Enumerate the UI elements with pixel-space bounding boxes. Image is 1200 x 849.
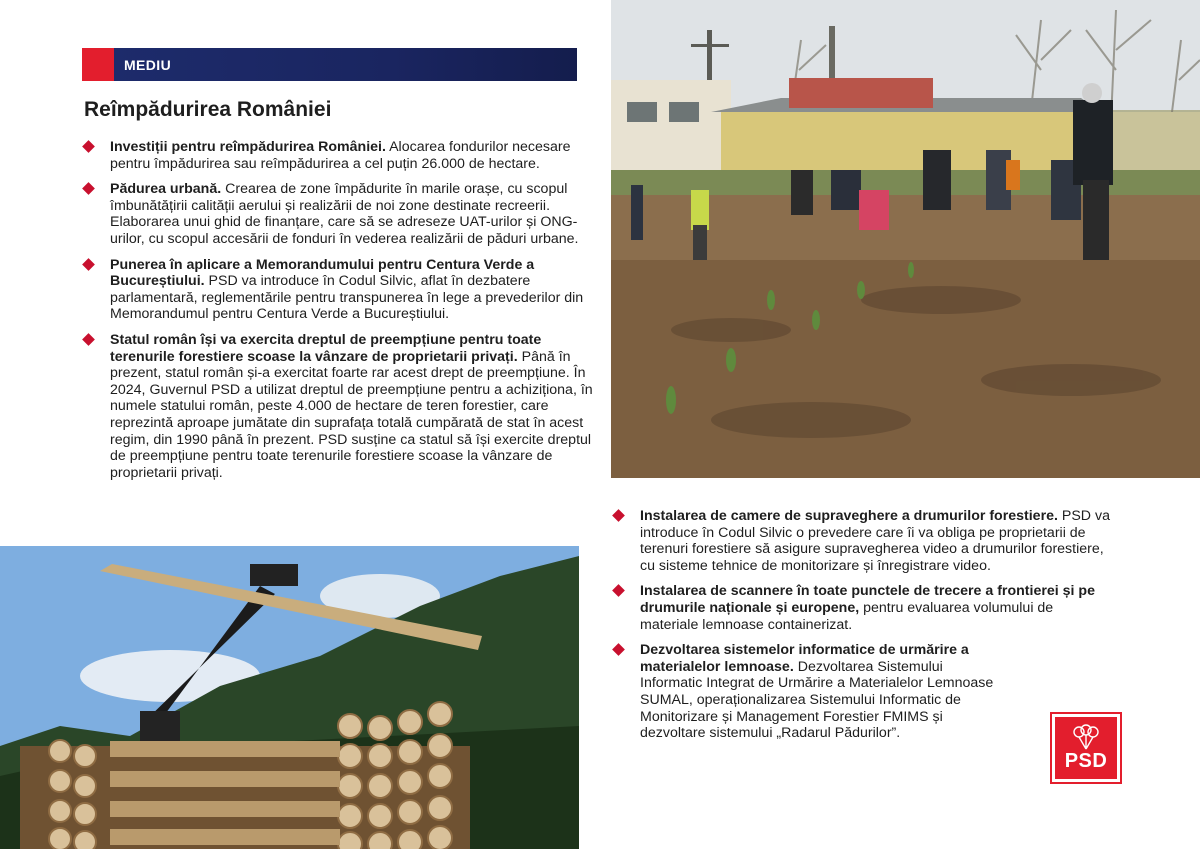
list-item xyxy=(82,257,594,323)
item-heading: Pădurea urbană. xyxy=(110,181,222,198)
list-item xyxy=(612,583,1112,633)
list-item xyxy=(612,642,1112,742)
item-heading: Instalarea de scannere în toate punctele de trecere a frontierei și pe drumurile naționale și europene, xyxy=(640,583,1095,616)
item-heading: Punerea în aplicare a Memorandumului pentru Centura Verde a Bucureștiului. xyxy=(110,256,535,290)
list-item xyxy=(82,332,594,481)
item-heading: Investiții pentru reîmpădurirea României. xyxy=(110,139,386,155)
item-heading: Dezvoltarea sistemelor informatice de urmărire a materialelor lemnoase. xyxy=(640,642,969,675)
timber-logs-photo xyxy=(0,546,579,849)
diamond-bullet-icon xyxy=(612,509,625,522)
psd-logo-text: PSD xyxy=(1064,750,1108,772)
diamond-bullet-icon xyxy=(612,643,625,656)
list-item xyxy=(612,508,1112,574)
item-text: PSD va introduce în Codul Silvic o prevedere care îi va obliga pe proprietarii de terenuri forestiere să asigure supravegherea video a drumurilor forestiere, cu sisteme tehnice de monitorizare și înregistrare video. xyxy=(640,508,1110,574)
diamond-bullet-icon xyxy=(82,140,95,153)
psd-logo xyxy=(1052,714,1120,782)
list-item xyxy=(82,139,594,172)
item-text: PSD va introduce în Codul Silvic, aflat în dezbatere parlamentară, reglementările pentru transpunerea în lege a prevederilor din Memorandumul pentru Centura Verde a Bucureștiului. xyxy=(110,273,584,323)
diamond-bullet-icon xyxy=(82,182,95,195)
rose-icon xyxy=(1069,723,1103,751)
item-text: Până în prezent, statul român și-a exercitat foarte rar acest drept de preempțiune. În 2024, Guvernul PSD a utilizat dreptul de preempțiune pentru a achiziționa, în numele statului român, peste 4.000 de hectare de teren forestier, care reprezintă aproape jumătate din suprafața totală cumpărată de stat în acest regim, din 1990 până în prezent. PSD susține ca statul să își exercite dreptul de preempțiune pentru toate terenurile forestiere scoase la vânzare de proprietarii privați. xyxy=(110,348,593,481)
section-accent xyxy=(82,48,114,81)
section-label: MEDIU xyxy=(114,48,577,81)
item-heading: Statul român își va exercita dreptul de preempțiune pentru toate terenurile forestiere scoase la vânzare de proprietarii privați. xyxy=(110,331,542,365)
page-title: Reîmpădurirea României xyxy=(84,98,332,121)
item-text: Dezvoltarea Sistemului Informatic Integrat de Urmărire a Materialelor Lemnoase SUMAL, operaționalizarea Sistemului Informatic de Monitorizare și Management Forestier FMIMS și dezvoltare sistemului „Radarul Pădurilor”. xyxy=(640,658,994,742)
diamond-bullet-icon xyxy=(82,333,95,346)
left-bullet-list xyxy=(82,139,594,490)
item-text: Crearea de zone împădurite în marile orașe, cu scopul îmbunătățirii calității aerului și realizării de noi zone destinate recreerii. Elaborarea unui ghid de finanțare, care să se adreseze UAT-urilor și ONG-urilor, cu scopul accesării de fonduri în vederea realizării de păduri urbane. xyxy=(110,181,579,247)
diamond-bullet-icon xyxy=(612,585,625,598)
right-bullet-list xyxy=(612,508,1112,751)
item-heading: Instalarea de camere de supraveghere a drumurilor forestiere. xyxy=(640,508,1058,524)
timber-logs-illustration xyxy=(0,546,579,849)
item-text: pentru evaluarea volumului de materiale lemnoase containerizat. xyxy=(640,599,1054,633)
list-item xyxy=(82,181,594,247)
section-header xyxy=(82,48,577,81)
item-text: Alocarea fondurilor necesare pentru împădurirea sau reîmpădurirea a cel puțin 26.000 de hectare. xyxy=(110,139,571,172)
tree-planting-illustration xyxy=(611,0,1200,478)
diamond-bullet-icon xyxy=(82,258,95,271)
tree-planting-photo xyxy=(611,0,1200,478)
